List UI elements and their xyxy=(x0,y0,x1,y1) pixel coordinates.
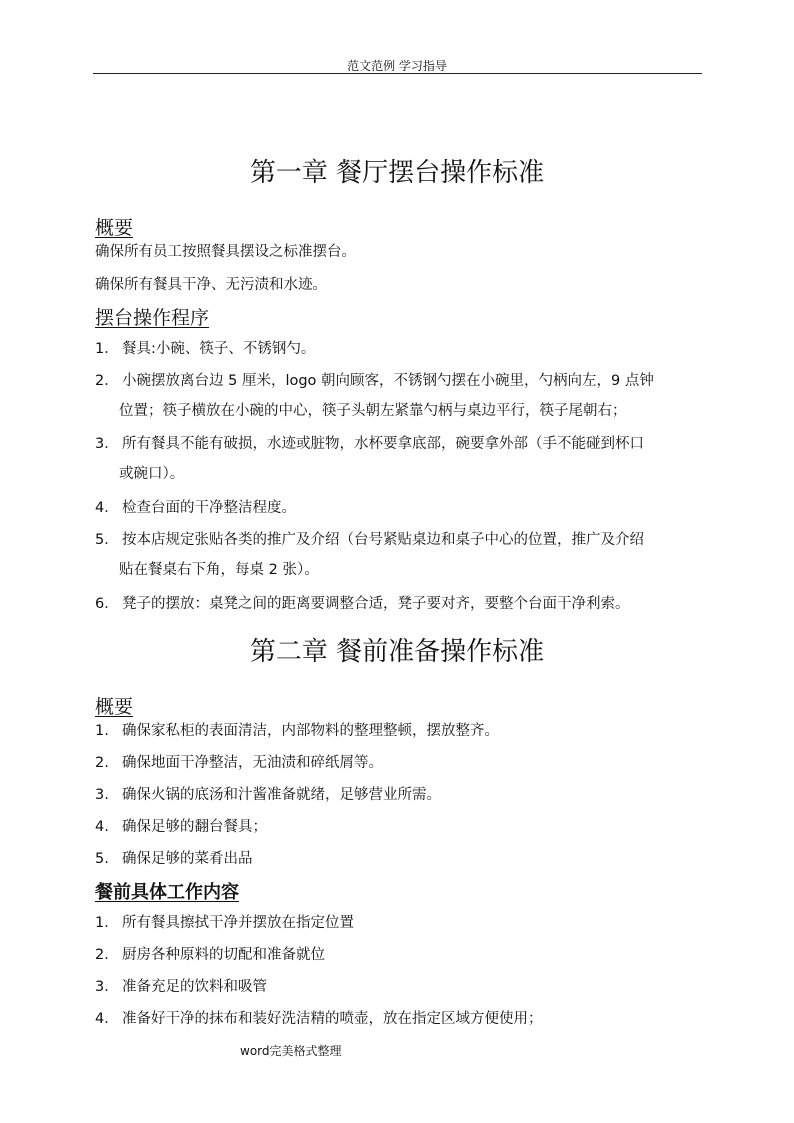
item-text: 确保地面干净整洁，无油渍和碎纸屑等。 xyxy=(122,755,383,771)
item-number: 1． xyxy=(95,915,119,931)
item-text: 小碗摆放离台边 5 厘米，logo 朝向顾客，不锈钢勺摆在小碗里，勺柄向左，9 点钟 xyxy=(122,373,654,389)
item-number: 6． xyxy=(95,596,119,612)
item-number: 5. xyxy=(95,851,109,867)
item-text: 按本店规定张贴各类的推广及介绍（台号紧贴桌边和桌子中心的位置，推广及介绍 xyxy=(122,532,644,548)
work-item xyxy=(95,1004,705,1034)
item-text: 确保足够的翻台餐具； xyxy=(122,819,267,835)
item-text: 确保火锅的底汤和汁酱准备就绪，足够营业所需。 xyxy=(122,787,441,803)
chapter2-title: 第二章 餐前准备操作标准 xyxy=(249,637,545,667)
chapter1-overview-line: 确保所有餐具干净、无污渍和水迹。 xyxy=(95,277,327,293)
chapter1-overview-line: 确保所有员工按照餐具摆设之标准摆台。 xyxy=(95,244,356,260)
overview-item xyxy=(95,748,705,778)
item-number: 4． xyxy=(95,1011,119,1027)
procedure-item xyxy=(95,334,705,364)
procedure-item xyxy=(95,525,705,585)
header-text: 范文范例 学习指导 xyxy=(347,59,447,73)
procedure-item xyxy=(95,493,705,523)
work-item xyxy=(95,908,705,938)
work-item xyxy=(95,972,705,1002)
item-number: 4． xyxy=(95,500,119,516)
item-text: 餐具:小碗、筷子、不锈钢勺。 xyxy=(122,341,316,357)
item-number: 2． xyxy=(95,947,119,963)
item-number: 5． xyxy=(95,532,119,548)
item-text: 确保家私柜的表面清洁，内部物料的整理整顿，摆放整齐。 xyxy=(122,723,499,739)
item-number: 2. xyxy=(95,755,109,771)
item-text: 所有餐具擦拭干净并摆放在指定位置 xyxy=(122,915,354,931)
work-item xyxy=(95,940,705,970)
item-text-continued: 或碗口）。 xyxy=(119,466,185,482)
item-number: 1． xyxy=(95,341,119,357)
page-footer: word完美格式整理 xyxy=(240,1044,342,1058)
item-number: 1. xyxy=(95,723,109,739)
item-text: 准备好干净的抹布和装好洗洁精的喷壶，放在指定区域方便使用； xyxy=(122,1011,543,1027)
overview-item xyxy=(95,780,705,810)
item-text-continued: 贴在餐桌右下角，每桌 2 张）。 xyxy=(119,562,319,578)
item-number: 3． xyxy=(95,436,119,452)
item-number: 3． xyxy=(95,979,119,995)
item-text: 厨房各种原料的切配和准备就位 xyxy=(122,947,325,963)
chapter2-work-heading: 餐前具体工作内容 xyxy=(95,882,239,903)
item-number: 4. xyxy=(95,819,109,835)
procedure-item xyxy=(95,429,705,489)
header-divider xyxy=(93,73,702,74)
chapter1-title: 第一章 餐厅摆台操作标准 xyxy=(249,158,545,188)
chapter1-procedure-heading: 摆台操作程序 xyxy=(95,307,210,329)
item-text: 确保足够的菜肴出品 xyxy=(122,851,253,867)
chapter1-overview-heading: 概要 xyxy=(95,217,134,239)
procedure-item xyxy=(95,589,705,619)
item-number: 3. xyxy=(95,787,109,803)
overview-item xyxy=(95,812,705,842)
item-text: 检查台面的干净整洁程度。 xyxy=(122,500,296,516)
item-number: 2． xyxy=(95,373,119,389)
overview-item xyxy=(95,716,705,746)
overview-item xyxy=(95,844,705,874)
item-text: 凳子的摆放：桌凳之间的距离要调整合适，凳子要对齐，要整个台面干净利索。 xyxy=(122,596,630,612)
item-text: 准备充足的饮料和吸管 xyxy=(122,979,267,995)
chapter2-overview-heading: 概要 xyxy=(95,696,134,718)
procedure-item xyxy=(95,366,705,426)
item-text-continued: 位置；筷子横放在小碗的中心，筷子头朝左紧靠勺柄与桌边平行，筷子尾朝右； xyxy=(119,403,627,419)
item-text: 所有餐具不能有破损，水迹或脏物，水杯要拿底部，碗要拿外部（手不能碰到杯口 xyxy=(122,436,644,452)
